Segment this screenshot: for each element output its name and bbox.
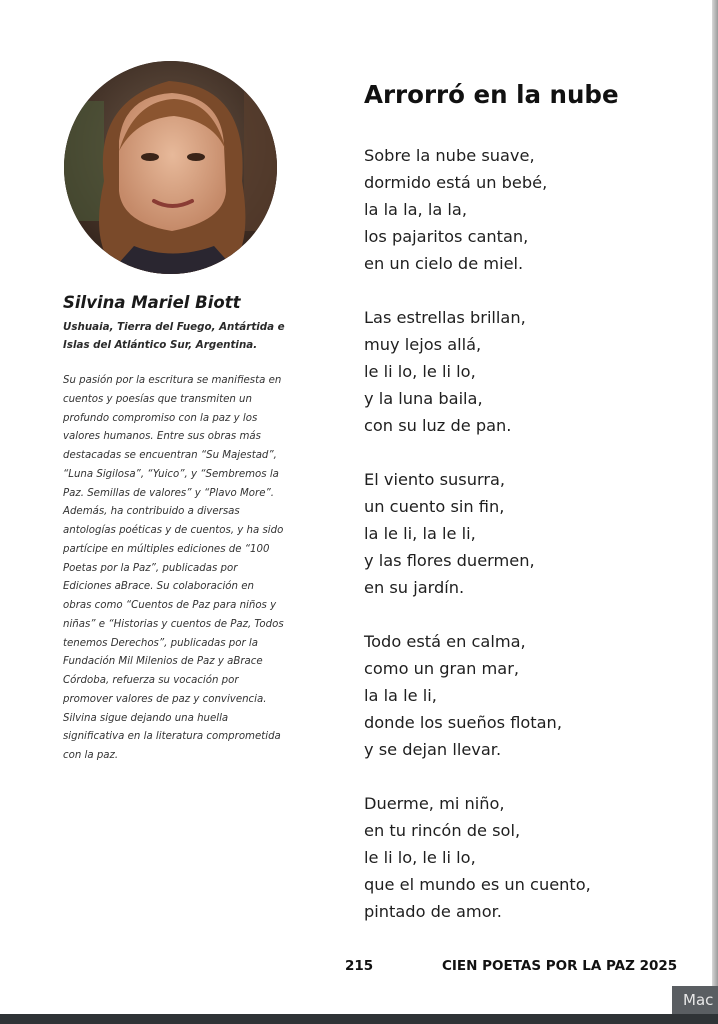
verse: en un cielo de miel. [364, 254, 524, 273]
bio-line: Su pasión por la escritura se manifiesta en [63, 375, 282, 386]
bio-line: antologías poéticas y de cuentos, y ha sido [63, 525, 284, 536]
stanza [364, 142, 694, 277]
verse: pintado de amor. [364, 902, 502, 921]
stanza [364, 628, 694, 763]
verse: que el mundo es un cuento, [364, 875, 591, 894]
bio-line: Fundación Mil Milenios de Paz y aBrace [63, 656, 263, 668]
verse: y se dejan llevar. [364, 740, 502, 759]
author-bio [63, 372, 308, 766]
author-location-line: Islas del Atlántico Sur, Argentina. [63, 339, 258, 351]
bio-line: niñas” e “Historias y cuentos de Paz, Todos [63, 618, 284, 630]
author-location [63, 318, 303, 354]
stanza [364, 790, 694, 925]
verse: y la luna baila, [364, 389, 483, 408]
verse: Todo está en calma, [364, 632, 526, 651]
verse: El viento susurra, [364, 470, 506, 489]
bio-line: Silvina sigue dejando una huella [63, 712, 229, 724]
verse: Duerme, mi niño, [364, 794, 505, 813]
bio-line: valores humanos. Entre sus obras más [63, 431, 261, 443]
poem-title: Arrorró en la nube [364, 80, 619, 109]
verse: la le li, la le li, [364, 524, 476, 543]
verse: donde los sueños flotan, [364, 713, 562, 732]
author-name: Silvina Mariel Biott [63, 293, 241, 312]
poem-body [364, 142, 694, 952]
verse: como un gran mar, [364, 659, 520, 678]
stanza [364, 304, 694, 439]
verse: un cuento sin fin, [364, 497, 505, 516]
verse: le li lo, le li lo, [364, 848, 476, 867]
viewer-bottom-bar [0, 1014, 718, 1024]
verse: la la la, la la, [364, 200, 467, 219]
page-edge-shadow [712, 0, 718, 1024]
verse: Las estrellas brillan, [364, 308, 526, 327]
bio-line: tenemos Derechos”, publicadas por la [63, 637, 258, 649]
bio-line: Córdoba, refuerza su vocación por [63, 675, 239, 686]
bio-line: Ediciones aBrace. Su colaboración en [63, 581, 254, 593]
viewer-tab[interactable]: Mac [672, 986, 718, 1014]
bio-line: obras como “Cuentos de Paz para niños y [63, 600, 277, 611]
stanza [364, 466, 694, 601]
verse: y las flores duermen, [364, 551, 535, 570]
author-photo-image [64, 61, 277, 274]
verse: en tu rincón de sol, [364, 821, 521, 840]
bio-line: cuentos y poesías que transmiten un [63, 393, 252, 405]
verse: en su jardín. [364, 578, 465, 597]
bio-line: significativa en la literatura comprometida [63, 731, 281, 743]
bio-line: profundo compromiso con la paz y los [63, 412, 258, 424]
verse: con su luz de pan. [364, 416, 512, 435]
bio-line: Paz. Semillas de valores” y “Plavo More”. [63, 487, 274, 499]
bio-line: “Luna Sigilosa”, “Yuico”, y “Sembremos la [63, 468, 279, 480]
bio-line: promover valores de paz y convivencia. [63, 693, 267, 705]
verse: le li lo, le li lo, [364, 362, 476, 381]
bio-line: Además, ha contribuido a diversas [63, 506, 240, 518]
verse: dormido está un bebé, [364, 173, 548, 192]
verse: Sobre la nube suave, [364, 146, 535, 165]
bio-line: con la paz. [63, 750, 119, 761]
book-title-footer: CIEN POETAS POR LA PAZ 2025 [442, 958, 678, 974]
verse: los pajaritos cantan, [364, 227, 529, 246]
bio-line: destacadas se encuentran “Su Majestad”, [63, 450, 277, 461]
bio-line: Poetas por la Paz”, publicadas por [63, 562, 238, 574]
author-portrait [64, 61, 277, 274]
verse: la la le li, [364, 686, 437, 705]
verse: muy lejos allá, [364, 335, 482, 354]
bio-line: partícipe en múltiples ediciones de “100 [63, 543, 270, 555]
author-location-line: Ushuaia, Tierra del Fuego, Antártida e [63, 321, 285, 333]
page-number: 215 [345, 958, 374, 974]
